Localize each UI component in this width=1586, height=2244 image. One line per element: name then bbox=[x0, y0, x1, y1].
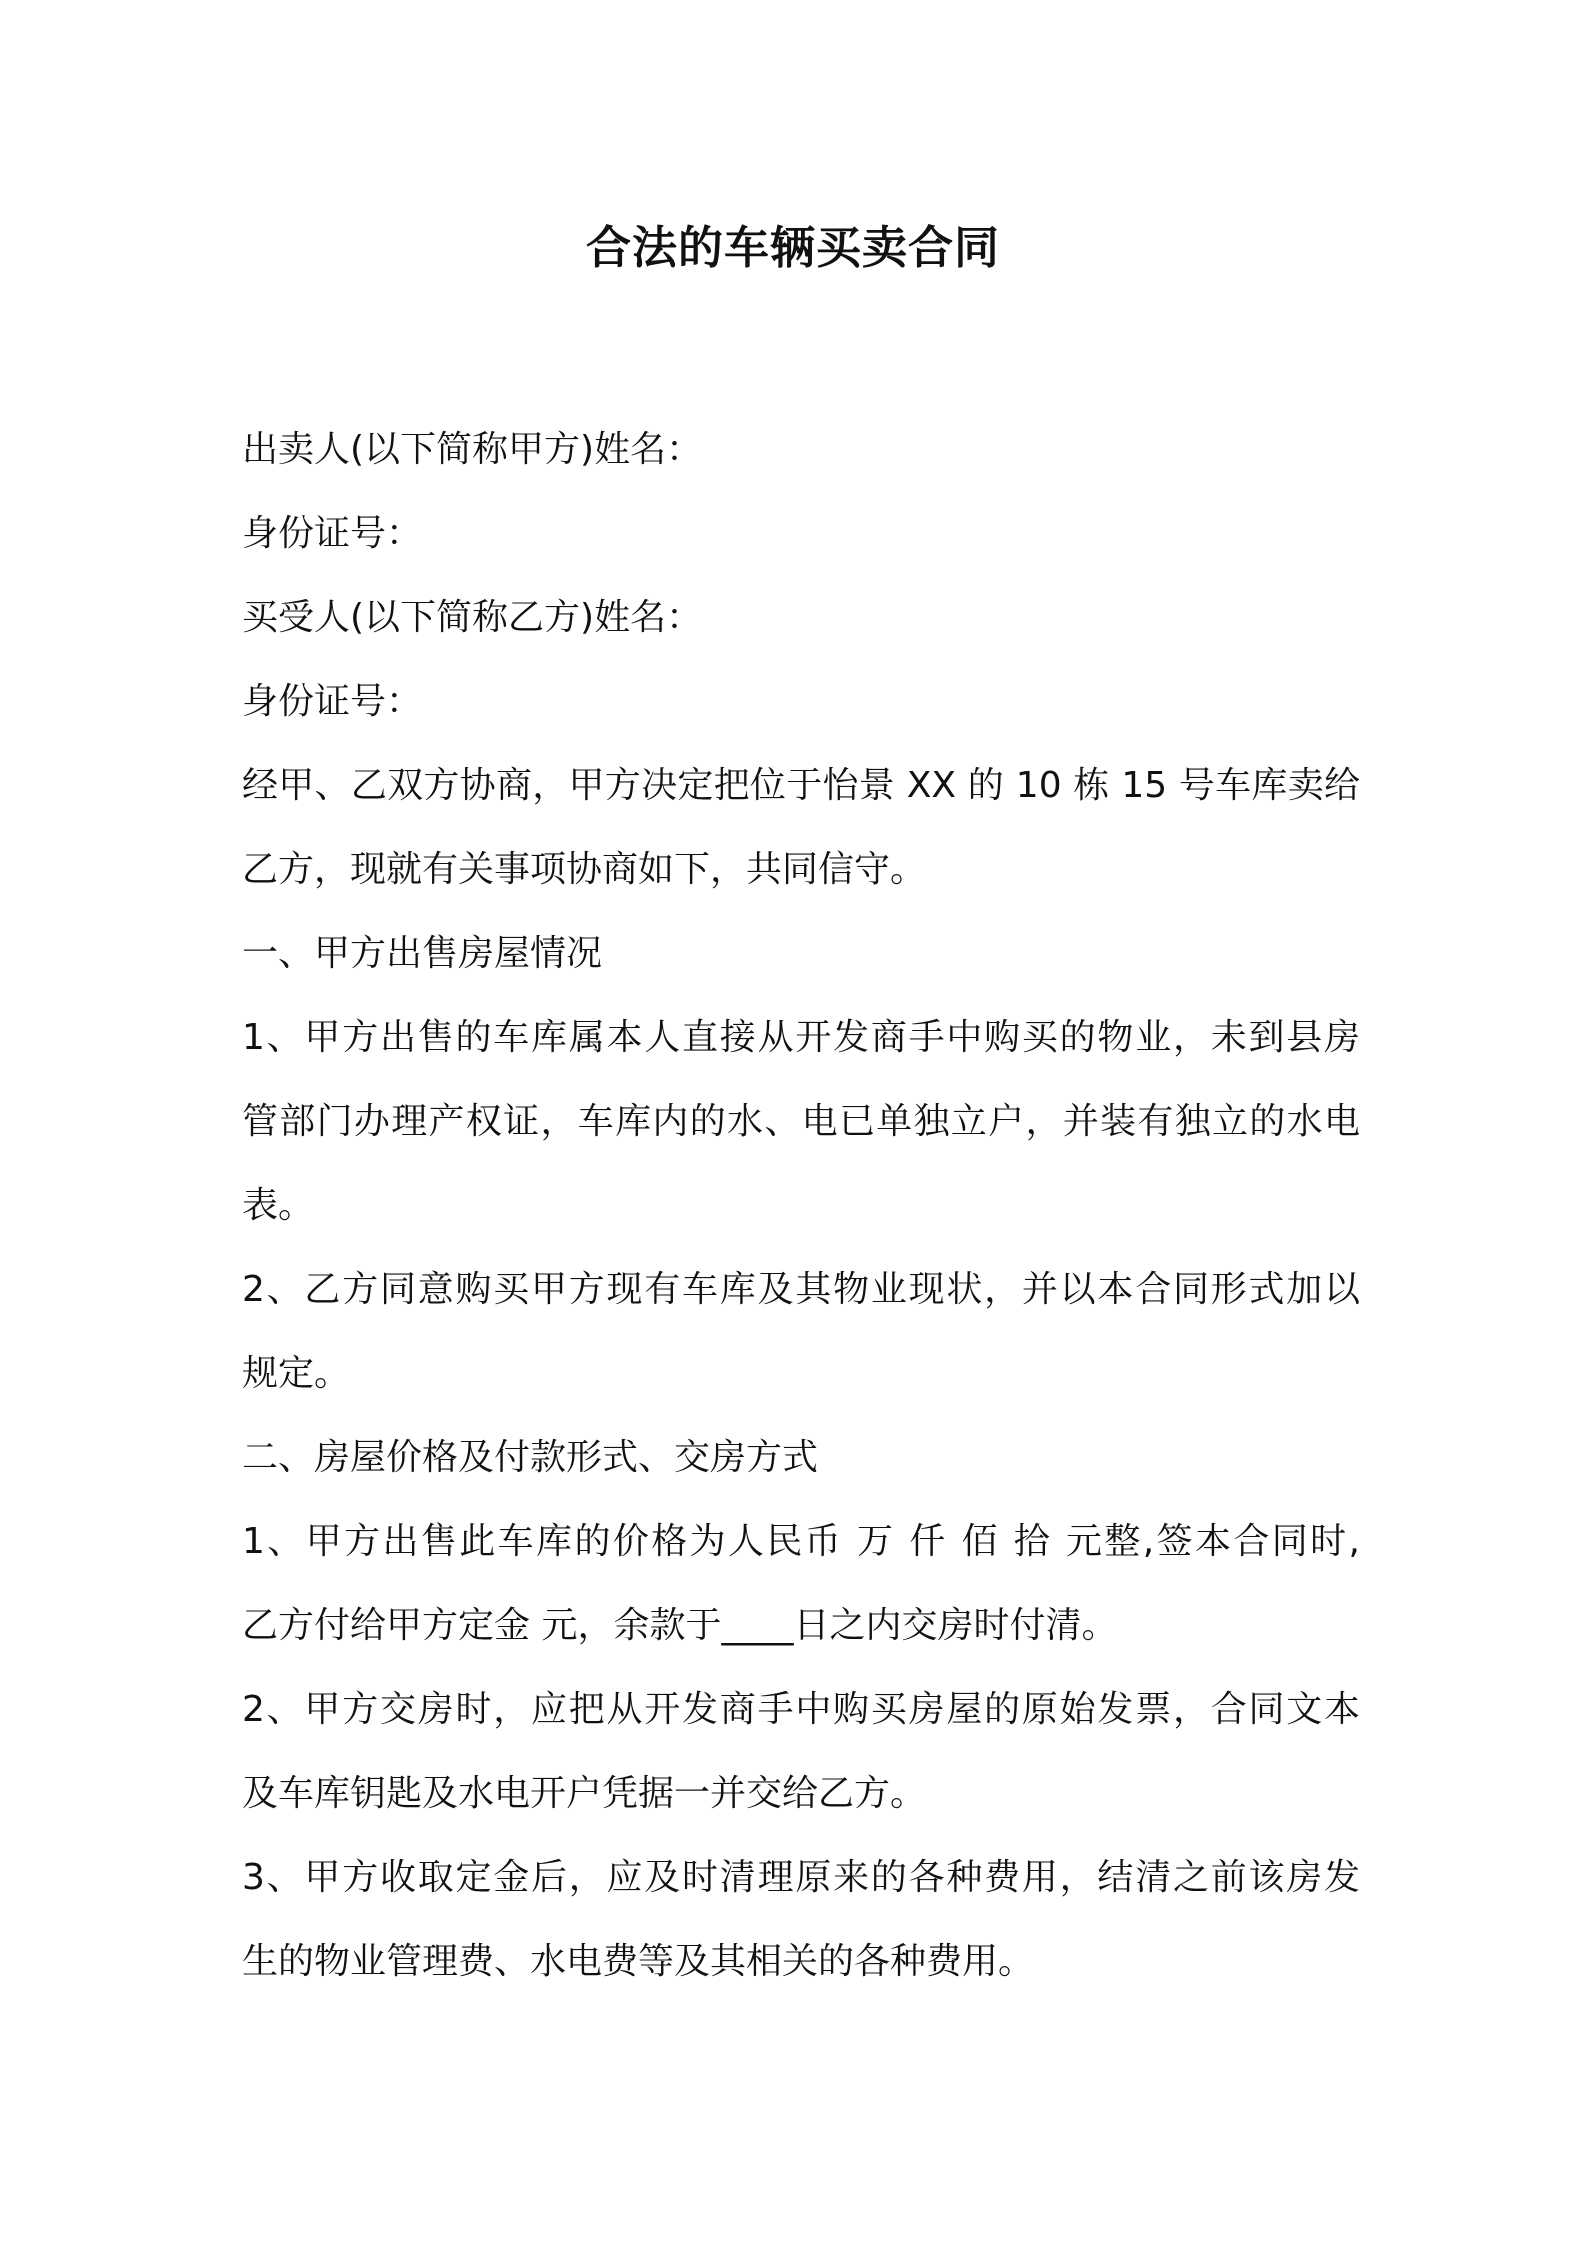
clause-1-2-line: 规定。 bbox=[242, 1353, 351, 1394]
clause-2-1-line: 乙方付给甲方定金 元，余款于____日之内交房时付清。 bbox=[242, 1605, 1118, 1646]
section-heading-1: 一、甲方出售房屋情况 bbox=[242, 933, 603, 974]
clause-2-2-line: 2、甲方交房时，应把从开发商手中购买房屋的原始发票，合同文本 bbox=[242, 1689, 1360, 1730]
clause-1-1-line: 1、甲方出售的车库属本人直接从开发商手中购买的物业，未到县房 bbox=[242, 1017, 1360, 1058]
contract-body bbox=[242, 408, 1360, 2004]
seller-id-line: 身份证号： bbox=[242, 513, 423, 554]
buyer-id-line: 身份证号： bbox=[242, 681, 423, 722]
clause-2-3-line: 生的物业管理费、水电费等及其相关的各种费用。 bbox=[242, 1941, 1035, 1982]
clause-2-2-line: 及车库钥匙及水电开户凭据一并交给乙方。 bbox=[242, 1773, 927, 1814]
intro-paragraph-line: 乙方，现就有关事项协商如下，共同信守。 bbox=[242, 849, 927, 890]
clause-2-1-line: 1、甲方出售此车库的价格为人民币 万 仟 佰 拾 元整,签本合同时, bbox=[242, 1521, 1360, 1562]
section-heading-2: 二、房屋价格及付款形式、交房方式 bbox=[242, 1437, 819, 1478]
buyer-name-line: 买受人(以下简称乙方)姓名： bbox=[242, 597, 703, 638]
clause-1-1-line: 管部门办理产权证，车库内的水、电已单独立户，并装有独立的水电 bbox=[242, 1101, 1360, 1142]
page-title: 合法的车辆买卖合同 bbox=[585, 221, 1000, 274]
seller-name-line: 出卖人(以下简称甲方)姓名： bbox=[242, 429, 703, 470]
clause-1-1-line: 表。 bbox=[242, 1185, 315, 1226]
intro-paragraph-line: 经甲、乙双方协商，甲方决定把位于怡景 XX 的 10 栋 15 号车库卖给 bbox=[242, 765, 1360, 806]
clause-2-3-line: 3、甲方收取定金后，应及时清理原来的各种费用，结清之前该房发 bbox=[242, 1857, 1360, 1898]
clause-1-2-line: 2、乙方同意购买甲方现有车库及其物业现状，并以本合同形式加以 bbox=[242, 1269, 1360, 1310]
